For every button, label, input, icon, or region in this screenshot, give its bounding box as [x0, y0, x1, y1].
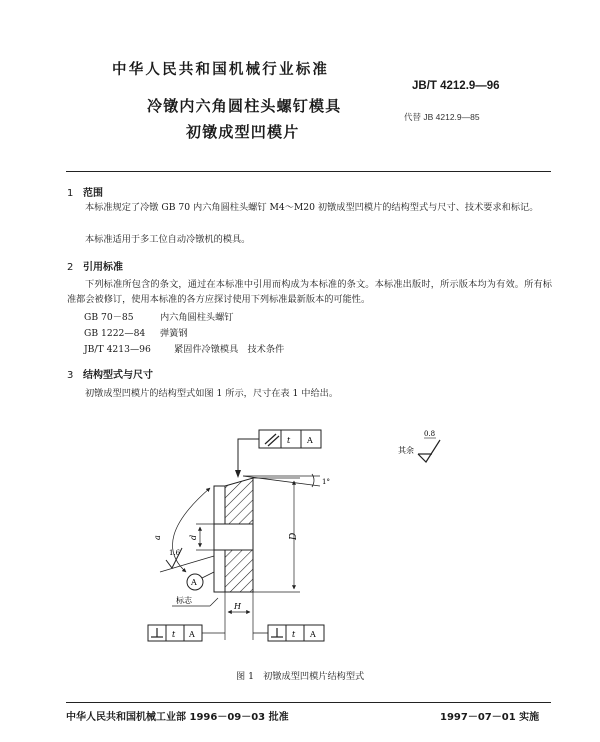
tol-br-t: t	[292, 630, 296, 639]
doc-title-line2: 初镦成型凹模片	[186, 123, 300, 141]
reference-title: 紧固件冷镦模具 技术条件	[174, 344, 285, 355]
dim-d: d	[189, 534, 198, 540]
reference-title: 弹簧钢	[160, 328, 188, 339]
roughness-rest-value: 0.8	[424, 430, 436, 438]
section-3-para-1: 初镦成型凹模片的结构型式如图 1 所示，尺寸在表 1 中给出。	[85, 388, 339, 399]
parallelism-icon	[265, 434, 276, 444]
section-3-number: 3	[67, 370, 74, 381]
section-1-title: 范围	[83, 188, 103, 199]
section-3-title: 结构型式与尺寸	[83, 370, 153, 381]
tol-bl-datum: A	[189, 630, 195, 639]
roughness-local-value: 1.6	[169, 549, 181, 557]
roughness-symbol-rest	[418, 438, 440, 462]
section-2-title: 引用标准	[83, 262, 123, 273]
section-1-para-2: 本标准适用于多工位自动冷镦机的模具。	[85, 234, 251, 245]
dim-H: H	[234, 602, 241, 611]
replaces-note: 代替 JB 4212.9—85	[404, 112, 480, 122]
figure-caption: 图 1 初镦成型凹模片结构型式	[236, 671, 365, 682]
section-2-para-1: 下列标准所包含的条文，通过在本标准中引用而构成为本标准的条文。本标准出版时，所示版本均为有效。所有标准都会被修订，使用本标准的各方应探讨使用下列标准最新版本的可能性。	[67, 279, 552, 305]
reference-code: JB/T 4213—96	[84, 344, 151, 355]
tolerance-frame-bottom-left	[148, 625, 225, 641]
angle-label: 1°	[322, 478, 330, 486]
tol-br-datum: A	[310, 630, 316, 639]
section-2-number: 2	[67, 262, 74, 273]
footer-rule	[66, 702, 551, 703]
tol-top-t: t	[287, 436, 291, 445]
standard-title: 中华人民共和国机械行业标准	[112, 62, 330, 78]
roughness-rest-label: 其余	[398, 446, 414, 455]
mark-label: 标志	[176, 596, 192, 605]
reference-title: 内六角圆柱头螺钉	[160, 312, 234, 323]
reference-code: GB 70－85	[84, 312, 134, 323]
section-1-para-1: 本标准规定了冷镦 GB 70 内六角圆柱头螺钉 M4～M20 初镦成型凹模片的结构型式与尺寸、技术要求和标记。	[85, 202, 539, 213]
dim-a: a	[153, 535, 162, 540]
footer-issuer: 中华人民共和国机械工业部 1996－09－03 批准	[66, 712, 289, 723]
tol-top-datum: A	[307, 436, 313, 445]
reference-code: GB 1222—84	[84, 328, 146, 339]
datum-label: A	[191, 578, 197, 587]
section-1-number: 1	[67, 188, 74, 199]
dim-D: D	[289, 532, 299, 540]
standard-number: JB/T 4212.9—96	[412, 80, 500, 92]
footer-effective-date: 1997－07－01 实施	[440, 712, 540, 723]
die-section	[214, 478, 253, 592]
tol-bl-t: t	[172, 630, 176, 639]
doc-title-line1: 冷镦内六角圆柱头螺钉模具	[147, 97, 342, 115]
